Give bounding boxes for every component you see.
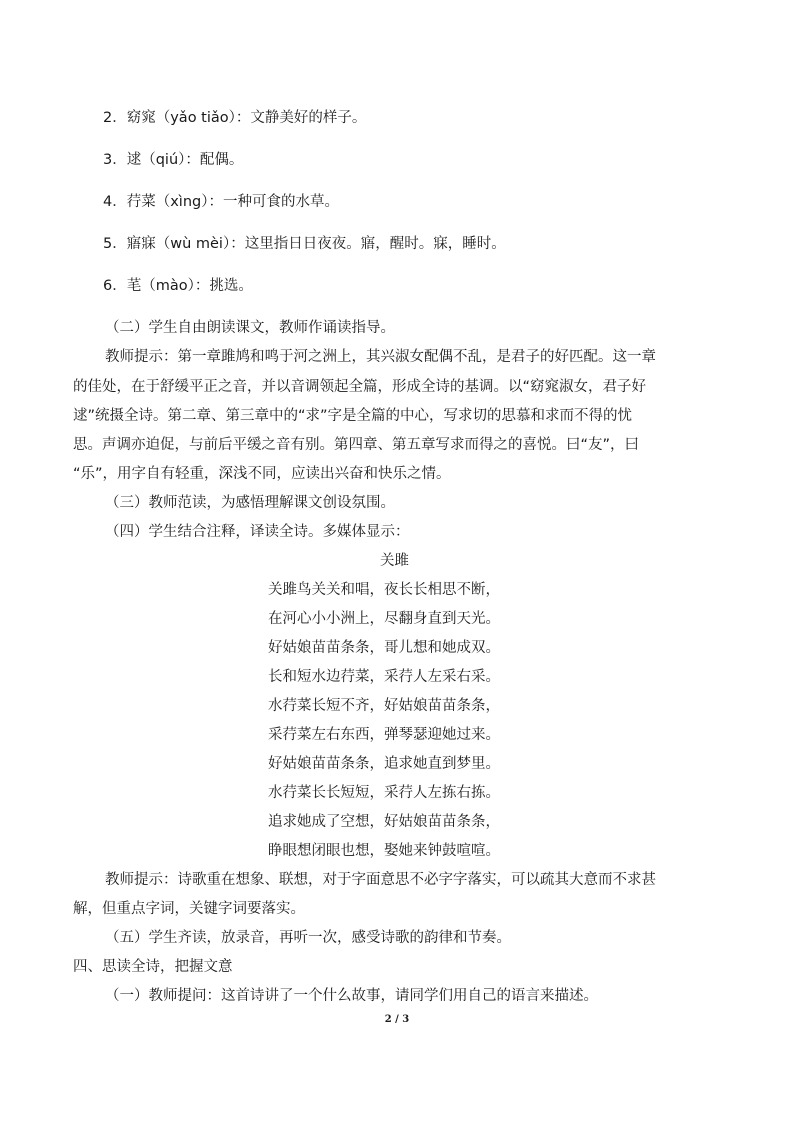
teacher-tip-1-line: 思。声调亦迫促，与前后平缓之音有别。第四章、第五章写求而得之的喜悦。曰“友”，曰 (73, 437, 640, 453)
part-4-heading: 四、思读全诗，把握文意 (73, 959, 233, 975)
teacher-tip-1-line: 的佳处，在于舒缓平正之音，并以音调领起全篇，形成全诗的基调。以“窈窕淑女，君子好 (73, 379, 647, 395)
teacher-tip-2-line: 教师提示：诗歌重在想象、联想，对于字面意思不必字字落实，可以疏其大意而不求甚 (105, 872, 656, 888)
poem-line: 长和短水边荇菜，采荇人左采右采。 (268, 669, 500, 685)
poem-line: 水荇菜长长短短，采荇人左拣右拣。 (268, 785, 500, 801)
footnote-4: 4．荇菜（xìng）：一种可食的水草。 (103, 194, 339, 210)
part-4-subsection-1: （一）教师提问：这首诗讲了一个什么故事，请同学们用自己的语言来描述。 (105, 988, 598, 1004)
poem-title: 关雎 (380, 553, 409, 569)
section-4-heading: （四）学生结合注释，译读全诗。多媒体显示： (105, 524, 410, 540)
section-3-heading: （三）教师范读，为感悟理解课文创设氛围。 (105, 495, 395, 511)
footnote-2: 2．窈窕（yǎo tiǎo）：文静美好的样子。 (103, 110, 367, 126)
teacher-tip-1-line: “乐”，用字自有轻重，深浅不同，应读出兴奋和快乐之情。 (73, 466, 451, 482)
poem-line: 采荇菜左右东西，弹琴瑟迎她过来。 (268, 727, 500, 743)
poem-line: 好姑娘苗苗条条，追求她直到梦里。 (268, 756, 500, 772)
footnote-3: 3．逑（qiú）：配偶。 (103, 152, 244, 168)
section-2-heading: （二）学生自由朗读课文，教师作诵读指导。 (105, 320, 395, 336)
section-5-heading: （五）学生齐读，放录音，再听一次，感受诗歌的韵律和节奏。 (105, 930, 511, 946)
poem-line: 关雎鸟关关和唱，夜长长相思不断， (268, 582, 500, 598)
poem-line: 追求她成了空想，好姑娘苗苗条条， (268, 814, 500, 830)
poem-line: 水荇菜长短不齐，好姑娘苗苗条条， (268, 698, 500, 714)
poem-line: 好姑娘苗苗条条，哥儿想和她成双。 (268, 640, 500, 656)
poem-line: 睁眼想闭眼也想，娶她来钟鼓喧喧。 (268, 843, 500, 859)
teacher-tip-2-line: 解，但重点字词，关键字词要落实。 (73, 901, 305, 917)
teacher-tip-1-line: 逑”统摄全诗。第二章、第三章中的“求”字是全篇的中心，写求切的思慕和求而不得的忧 (73, 408, 633, 424)
footnote-5: 5．寤寐（wù mèi）：这里指日日夜夜。寤，醒时。寐，睡时。 (103, 236, 506, 252)
poem-line: 在河心小小洲上，尽翻身直到天光。 (268, 611, 500, 627)
page-number: 2 / 3 (384, 1014, 410, 1025)
teacher-tip-1-line: 教师提示：第一章雎鸠和鸣于河之洲上，其兴淑女配偶不乱，是君子的好匹配。这一章 (105, 349, 656, 365)
footnote-6: 6．芼（mào）：挑选。 (103, 278, 253, 294)
